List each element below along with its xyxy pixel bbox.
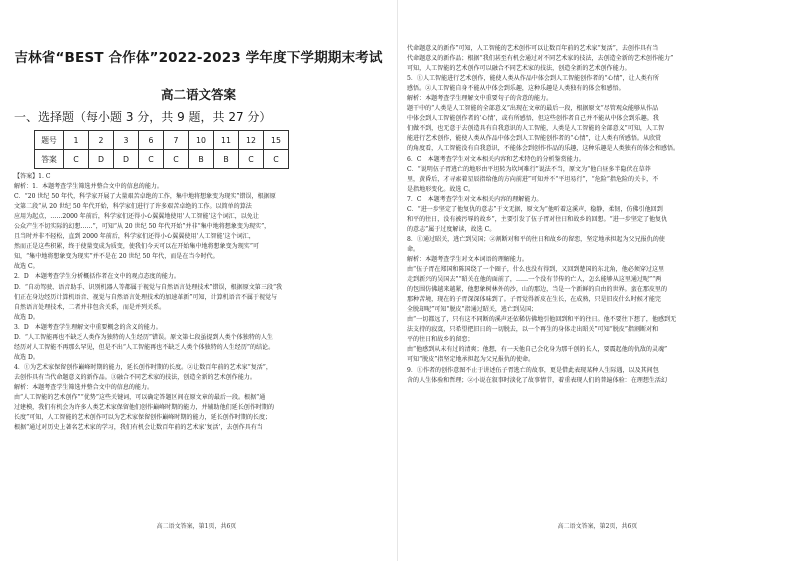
text-line: 解析：本题考查学生对文本词语的理解能力。 xyxy=(407,255,528,263)
question-number-cell: 2 xyxy=(89,131,114,150)
text-line: 长度”可知，人工智能的艺术创作可以为艺术家保留创作巅峰时期的能力，延长创作时期的长度； xyxy=(14,414,272,422)
exam-title: 吉林省“BEST 合作体”2022-2023 学年度下学期期末考试 xyxy=(14,50,383,66)
text-line: 【答案】1. C xyxy=(14,173,51,180)
text-line: 经历对人工智能不再那么罕见，但是不出“人工智能再也不缺乏人类个体独特的人生经历”的结论。 xyxy=(14,343,275,351)
text-line: 法支持的寂寞，只希望把旧日的一切脱去，以一个再生的身体走出昭关”可知“脱皮”指割断对和 xyxy=(407,326,659,334)
text-line: 题干中的“人类是人工智能的全部意义”出现在文章的最后一段，根据原文“尽管观众能够从作品 xyxy=(407,105,659,113)
text-line: 可知，人工智能的艺术创作可以融合不同艺术家的技法，创造全新的艺术创作能力。 xyxy=(407,65,631,73)
text-line: 解析：本题考查学生理解文中重要句子的含意的能力。 xyxy=(407,95,553,103)
text-line: 能进行艺术创作，能使人类从作品中体会到人工智能创作者的“心情”，让人类有所感悟。从欣赏 xyxy=(407,135,662,143)
answer-cell: C xyxy=(139,150,164,169)
text-line: 故选 D。 xyxy=(14,313,39,321)
question-number-cell: 12 xyxy=(239,131,264,150)
text-line: 中体会到人工智能创作者的‘心情’，或有所感悟，但这些创作者自己并不能从中体会到乐趣。我 xyxy=(407,115,659,123)
table-header-cell: 题号 xyxy=(35,131,64,150)
text-line: 由“人工智能的艺术创作”“优势”这些关键词，可以确定答题区间在原文章的最后一段。根据“通 xyxy=(14,394,266,402)
text-line: 们正在身边经历计算机语音、视觉与自然语言处理技术的加速革新”可知，计算机语音不属于视觉与 xyxy=(14,293,278,301)
text-line: 是指地形变化。故选 C。 xyxy=(407,185,475,193)
answer-cell: C xyxy=(239,150,264,169)
text-line: 含的人生体验和哲理；②小说在叙事时淡化了故事情节，着重表现人们的普遍体验：在理想生活幻 xyxy=(407,376,668,384)
text-line: 9．①作者的创作意图不止于讲述伍子胥逃亡的故事，更是借此表现某种人生际遇，以及其间包 xyxy=(407,366,659,374)
text-line: 由“一切都远了，只有这不同断的溪声还依稀仿佛地引他回到和平的往日。他不要往下想了，他感到无 xyxy=(407,316,677,324)
answer-table-number-row xyxy=(35,131,289,150)
text-line: 8．①通过昭关，逃亡到吴国；②割断对和平的往日和故乡的留恋，坚定地承担起为父兄报仇的使 xyxy=(407,235,665,243)
question-number-cell: 3 xyxy=(114,131,139,150)
answer-table xyxy=(34,130,289,169)
text-line: 可知“脱皮”指坚定地承担起为父兄报仇的使命。 xyxy=(407,356,535,364)
text-line: 根据“通过对历史上著名艺术家的学习，我们有机会让数百年前的艺术家‘复活’，去创作具有当 xyxy=(14,424,263,432)
text-line: 故选 D。 xyxy=(14,353,39,361)
text-line: 那种苦境，现在的子胥深深体味到了。子胥觉得新皮在生长，在成熟，只是旧皮什么时候才能完 xyxy=(407,296,661,304)
text-line: 代命题意义的新作品；根据“我们甚至有机会通过对不同艺术家的技法，去创造全新的艺术创作能力” xyxy=(407,55,674,63)
text-line: 自然语言处理技术，二者并非包含关系，而是并列关系。 xyxy=(14,303,166,311)
answer-cell: D xyxy=(114,150,139,169)
text-line: 解析：1．本题考查学生筛选并整合文中的信息的能力。 xyxy=(14,183,163,191)
page-footer-right: 高二语文答案，第2页，共6页 xyxy=(557,523,638,530)
answer-cell: C xyxy=(64,150,89,169)
text-line: 代命题意义的新作”可知，人工智能的艺术创作可以让数百年前的艺术家“复活”，去创作具有当 xyxy=(407,45,659,52)
question-number-cell: 6 xyxy=(139,131,164,150)
answer-explanations-right xyxy=(407,44,784,386)
text-line: 然而正是这些积累，终于使量变成为质变，使我们今天可以在开始集中地将想象变为现实”可 xyxy=(14,243,259,251)
text-line: 去创作具有当代命题意义的新作品。③融合不同艺术家的技法，创造全新的艺术创作能力。 xyxy=(14,373,256,381)
text-line: 命。 xyxy=(407,245,420,253)
text-line: 4．①为艺术家保留创作巅峰时期的能力，延长创作时期的长度。②让数百年前的艺术家“复活”， xyxy=(14,363,272,371)
text-line: 平的往日和故乡的留恋； xyxy=(407,336,474,344)
text-line: 的角度看，人工智能没有自我意识，不能体会到创作作品的乐趣，这种乐趣是人类独有的体会和感悟。 xyxy=(407,145,680,153)
text-line: 3．D 本题考查学生理解文中重要概念的含义的能力。 xyxy=(14,323,162,331)
text-line: 6．C 本题考查学生对文本相关内容和艺术特色的分析鉴赏能力。 xyxy=(407,155,585,163)
answer-cell: C xyxy=(164,150,189,169)
text-line: 全脱却呢”可知“脱皮”指通过昭关，逃亡到吴国； xyxy=(407,306,538,314)
subject-title: 高二语文答案 xyxy=(160,87,236,102)
question-number-cell: 11 xyxy=(214,131,239,150)
text-line: 文第二段“从 20 世纪 50 年代开始，科学家们进行了许多艰苦卓绝的工作。以简单的算法 xyxy=(14,203,252,211)
question-number-cell: 7 xyxy=(164,131,189,150)
text-line: C．“说明伍子胥逃亡的地形由平坦转为坎坷难行”说法不当，原文为“他白昼多半隐伏在草莽 xyxy=(407,165,651,173)
text-line: 7．C 本题考查学生对文本相关内容的理解能力。 xyxy=(407,195,543,203)
text-line: 故选 C。 xyxy=(14,263,39,271)
table-header-cell: 答案 xyxy=(35,150,64,169)
text-line: 感悟。②人工智能自身不能从中体会到乐趣，这种乐趣是人类独有的体会和感悟。 xyxy=(407,85,625,93)
question-number-cell: 15 xyxy=(264,131,289,150)
answer-cell: D xyxy=(89,150,114,169)
page-footer-left: 高二语文答案，第1页，共6页 xyxy=(156,523,237,530)
section-heading: 一、选择题（每小题 3 分，共 9 题，共 27 分） xyxy=(14,110,272,124)
question-number-cell: 10 xyxy=(189,131,214,150)
text-line: 由“他感到从未有过的清爽；他想，有一天他自己会化身为那千创的长人，要震起他的仇敌的灵魂” xyxy=(407,346,668,354)
question-number-cell: 1 xyxy=(64,131,89,150)
text-line: 且当时并非不轻松，直到 2000 年前后，科学家们还得小心翼翼使用‘人工智能’这个词汇， xyxy=(14,233,255,241)
page-right xyxy=(401,0,794,561)
text-line: D．“人工智能再也不缺乏人类作为独特的人生经历”错误。原文第七段虽提到人类个体独特的人生 xyxy=(14,333,273,341)
page-divider xyxy=(397,0,398,561)
page-left xyxy=(0,0,393,561)
text-line: D．“自动驾驶、语音助手、识别机器人等都属于视觉与自然语言处理技术”错误，根据原文第三段“我 xyxy=(14,283,283,291)
text-line: 的包围仿佛越来越紧，他想象树林外的沙，山的那边，当是一个新鲜的自由的世界。蛮在那皮里的 xyxy=(407,286,668,294)
text-line: 知，“集中地将想象变为现实”并不是在 20 世纪 50 年代，而是在当今时代。 xyxy=(14,253,219,261)
text-line: 应用为起点，……2000 年前后，科学家们还得小心翼翼地使用‘人工智能’这个词汇，以免让 xyxy=(14,213,259,221)
answer-cell: C xyxy=(264,150,289,169)
answer-table-answer-row xyxy=(35,150,289,169)
text-line: C．“20 世纪 50 年代，科学家开展了大量艰苦卓绝的工作，集中地将想象变为现实”错误，根据原 xyxy=(14,193,276,201)
text-line: 解析：本题考查学生筛选并整合文中的信息的能力。 xyxy=(14,383,154,391)
text-line: 2．D 本题考查学生分析概括作者在文中的观点态度的能力。 xyxy=(14,273,180,281)
text-line: C．“进一步坚定了他复仇的意志”于文无据，原文为“他听着这溪声，稳静，柔韧，仿佛引他回到 xyxy=(407,205,663,213)
answer-cell: B xyxy=(189,150,214,169)
text-line: 里，黄昏后，才寻索着星辰指给他的方向前进”可知并不“平坦易行”，“危险”指危险的关卡，不 xyxy=(407,175,659,183)
text-line: 过建模，我们有机会为许多人类艺术家保留他们创作巅峰时期的能力，并辅助他们延长创作时期的 xyxy=(14,404,275,412)
answer-cell: B xyxy=(214,150,239,169)
text-line: 们做不到，也无意于去创造具有自我意识的人工智能，人类是人工智能的全部意义”可知，人工智 xyxy=(407,125,665,133)
text-line: 公众产生不切实际的幻想……”，可知“从 20 世纪 50 年代开始”并非“集中地将想象变为现实”， xyxy=(14,223,271,231)
text-line: 走到新兴的吴国去”“昭关在他的面前了，……一个没有节传的亡人，怎么能够从这里通过呢”“两 xyxy=(407,276,662,284)
text-line: 的意志”属于过度解读，故选 C。 xyxy=(407,225,496,233)
text-line: 由“伍子胥在郑国和陈国绕了一个圈子，什么也没有得到，又回到楚国的东北角，他必须穿过这里 xyxy=(407,266,665,274)
answer-explanations-left xyxy=(14,172,383,433)
text-line: 和平的往日，没有被污辱的故乡”，主要引发了伍子胥对往日和故乡的回想。“进一步坚定了他复仇 xyxy=(407,215,668,223)
text-line: 5．①人工智能进行艺术创作，能使人类从作品中体会到人工智能创作者的“心情”，让人类有所 xyxy=(407,75,659,83)
